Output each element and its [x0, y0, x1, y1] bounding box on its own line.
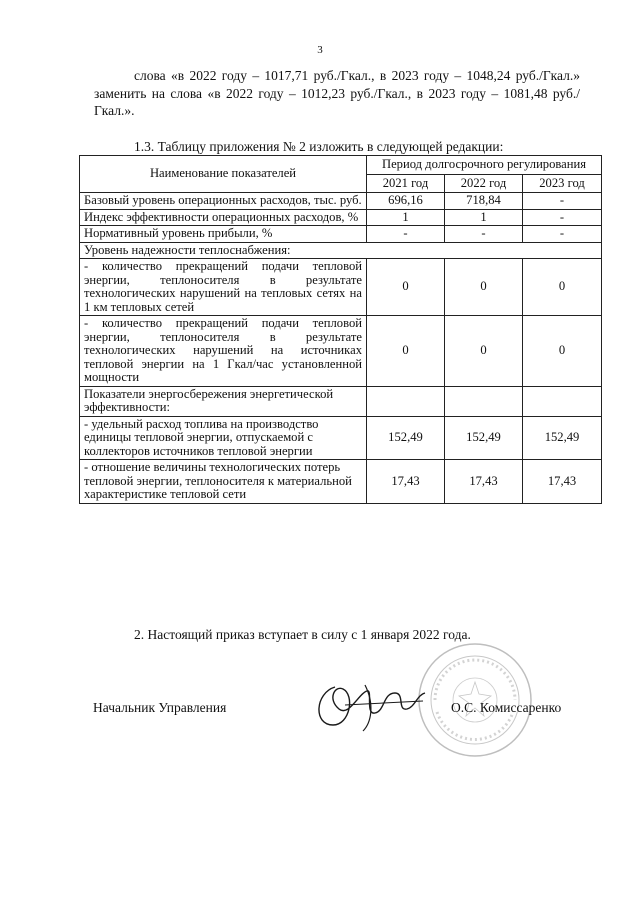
table-row: [80, 226, 602, 243]
year-cell: 2023 год: [523, 174, 602, 193]
value-cell: 17,43: [445, 460, 523, 504]
value-cell: 1: [445, 209, 523, 226]
indicator-name-cell: - удельный расход топлива на производство единицы тепловой энергии, отпускаемой с коллекторов источников тепловой энергии: [80, 416, 367, 460]
value-cell: 17,43: [367, 460, 445, 504]
signer-name: О.С. Комиссаренко: [451, 700, 562, 715]
value-cell: 718,84: [445, 193, 523, 210]
table-header-row: [80, 156, 602, 175]
indicators-table: [79, 155, 602, 504]
table-row: [80, 460, 602, 504]
value-cell: 0: [445, 259, 523, 316]
table-row: [80, 316, 602, 387]
header-period-cell: Период долгосрочного регулирования: [367, 156, 602, 175]
value-cell: -: [367, 226, 445, 243]
value-cell: 0: [367, 316, 445, 387]
value-cell: 152,49: [445, 416, 523, 460]
table-row: [80, 416, 602, 460]
year-cell: 2022 год: [445, 174, 523, 193]
indicator-name-cell: - отношение величины технологических потерь тепловой энергии, теплоносителя к материальной характеристике тепловой сети: [80, 460, 367, 504]
effective-date-paragraph: 2. Настоящий приказ вступает в силу с 1 января 2022 года.: [134, 627, 471, 642]
indicator-name-cell: Индекс эффективности операционных расходов, %: [80, 209, 367, 226]
table-section-row: [80, 242, 602, 259]
value-cell: 1: [367, 209, 445, 226]
value-cell: 152,49: [523, 416, 602, 460]
amendment-paragraph: слова «в 2022 году – 1017,71 руб./Гкал., в 2023 году – 1048,24 руб./Гкал.» заменить на слова «в 2022 году – 1012,23 руб./Гкал., в 2023 году – 1081,48 руб./Гкал.».: [94, 68, 580, 118]
indicator-name-cell: Базовый уровень операционных расходов, тыс. руб.: [80, 193, 367, 210]
indicator-name-cell: Показатели энергосбережения энергетической эффективности:: [80, 386, 367, 416]
value-cell: 0: [523, 316, 602, 387]
indicator-name-cell: - количество прекращений подачи тепловой энергии, теплоносителя в результате технологических нарушений на источниках тепловой энергии на 1 Гкал/час установленной мощности: [80, 316, 367, 387]
year-cell: 2021 год: [367, 174, 445, 193]
handwritten-signature: [305, 675, 435, 735]
value-cell: -: [445, 226, 523, 243]
table-row: [80, 386, 602, 416]
section-heading-cell: Уровень надежности теплоснабжения:: [80, 242, 602, 259]
value-cell: -: [523, 226, 602, 243]
value-cell: 696,16: [367, 193, 445, 210]
value-cell: 17,43: [523, 460, 602, 504]
value-cell: [367, 386, 445, 416]
value-cell: -: [523, 193, 602, 210]
header-name-cell: Наименование показателей: [80, 156, 367, 193]
value-cell: 0: [445, 316, 523, 387]
table-row: [80, 209, 602, 226]
page-number: 3: [317, 44, 323, 56]
indicator-name-cell: Нормативный уровень прибыли, %: [80, 226, 367, 243]
value-cell: 0: [367, 259, 445, 316]
indicator-name-cell: - количество прекращений подачи тепловой энергии, теплоносителя в результате технологических нарушений на тепловых сетях на 1 км тепловых сетей: [80, 259, 367, 316]
value-cell: 0: [523, 259, 602, 316]
table-row: [80, 193, 602, 210]
signer-title: Начальник Управления: [93, 700, 227, 715]
value-cell: [445, 386, 523, 416]
value-cell: 152,49: [367, 416, 445, 460]
table-row: [80, 259, 602, 316]
table-intro-paragraph: 1.3. Таблицу приложения № 2 изложить в следующей редакции:: [134, 139, 504, 154]
value-cell: [523, 386, 602, 416]
value-cell: -: [523, 209, 602, 226]
